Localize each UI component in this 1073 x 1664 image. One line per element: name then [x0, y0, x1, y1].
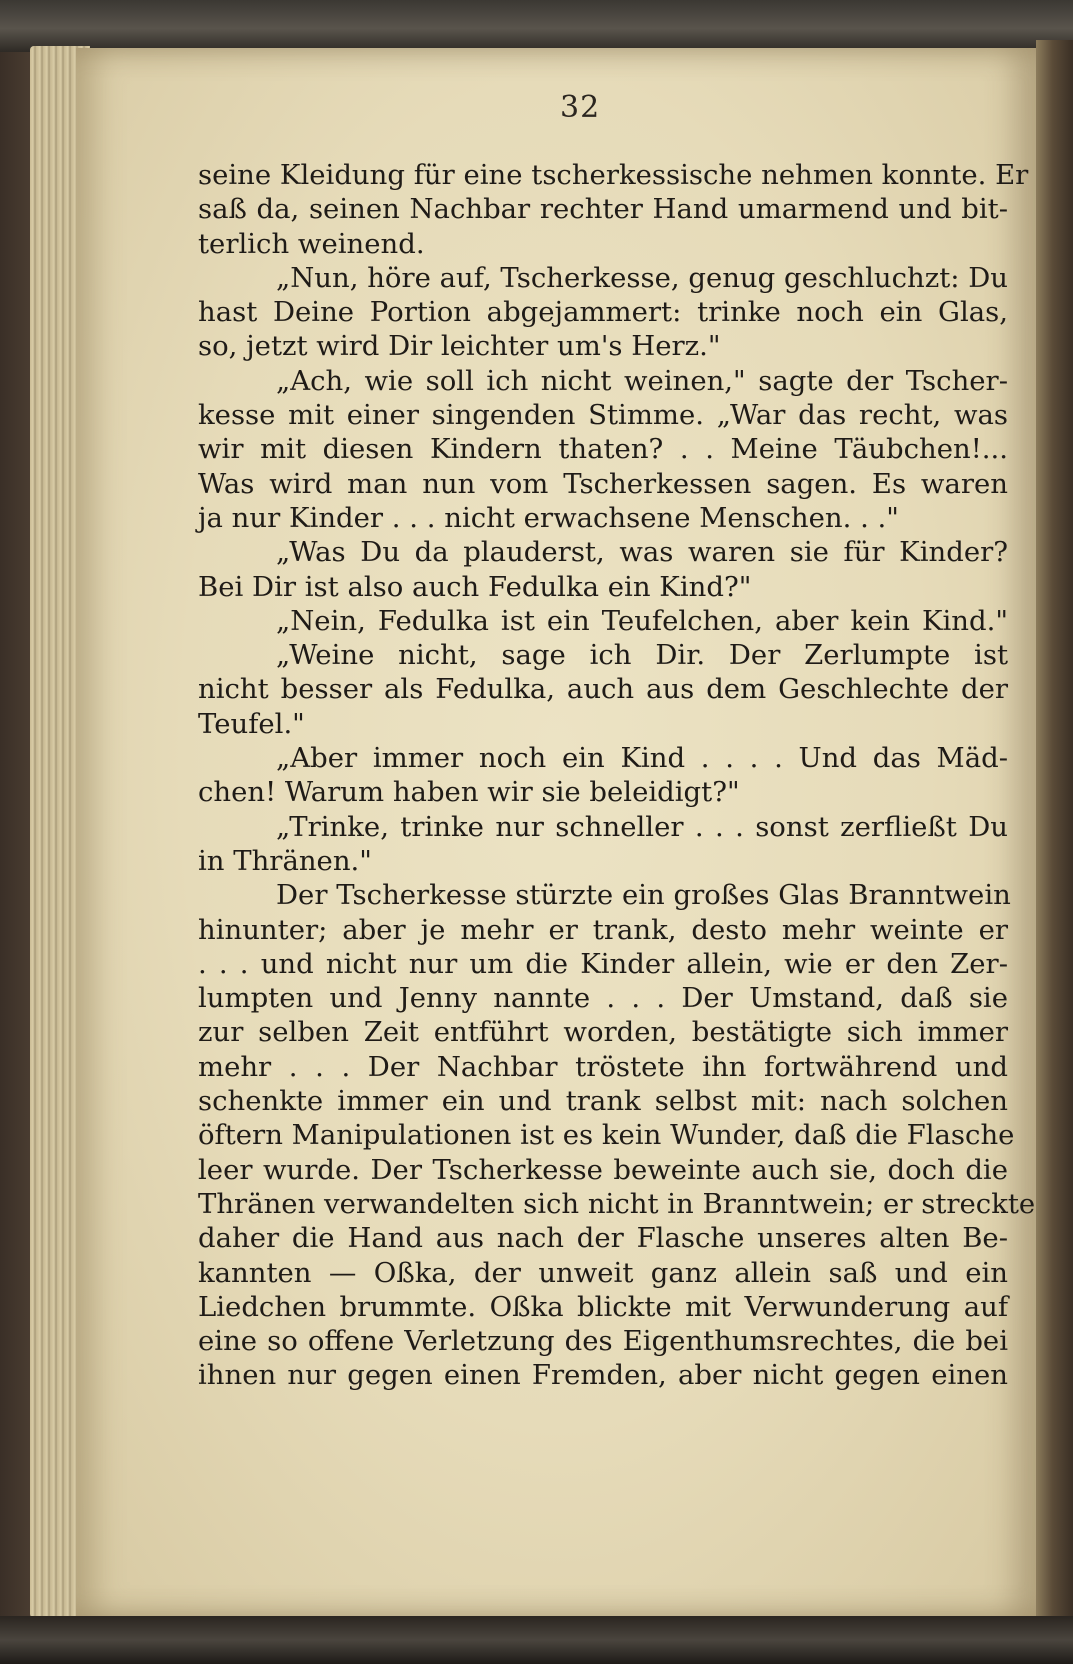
text-line: Teufel."	[198, 707, 305, 740]
text-line: „Weine nicht, sage ich Dir. Der Zerlumpte ist	[276, 639, 1008, 672]
text-line: „Nun, höre auf, Tscherkesse, genug geschluchzt: Du	[276, 261, 1009, 294]
text-line: daher die Hand aus nach der Flasche unseres alten Be-	[198, 1222, 1008, 1255]
text-line: seine Kleidung für eine tscherkessische nehmen konnte. Er	[198, 159, 1029, 191]
book-spine-top	[0, 0, 1073, 52]
page-number: 32	[560, 90, 601, 125]
text-line: öftern Manipulationen ist es kein Wunder, daß die Flasche	[198, 1119, 1015, 1152]
text-line: Thränen verwandelten sich nicht in Branntwein; er streckte	[198, 1187, 1036, 1220]
text-line: in Thränen."	[198, 844, 372, 877]
text-line: Was wird man nun vom Tscherkessen sagen. Es waren	[198, 467, 1008, 500]
text-line: Bei Dir ist also auch Fedulka ein Kind?"	[198, 570, 752, 603]
text-line: so, jetzt wird Dir leichter um's Herz."	[198, 330, 721, 363]
text-line: zur selben Zeit entführt worden, bestätigte sich immer	[198, 1016, 1008, 1049]
facing-page-edge	[1036, 40, 1073, 1618]
text-line: kesse mit einer singenden Stimme. „War das recht, was	[198, 399, 1008, 432]
text-line: eine so offene Verletzung des Eigenthumsrechtes, die bei	[198, 1325, 1008, 1358]
text-line: saß da, seinen Nachbar rechter Hand umarmend und bit-	[198, 193, 1008, 226]
text-line: „Trinke, trinke nur schneller . . . sonst zerfließt Du	[276, 810, 1008, 843]
text-line: terlich weinend.	[198, 227, 425, 260]
text-line: „Nein, Fedulka ist ein Teufelchen, aber kein Kind."	[276, 604, 1008, 637]
book-spine-bottom	[0, 1616, 1073, 1664]
text-line: lumpten und Jenny nannte . . . Der Umstand, daß sie	[198, 982, 1008, 1015]
text-line: mehr . . . Der Nachbar tröstete ihn fortwährend und	[198, 1050, 1008, 1083]
text-line: „Ach, wie soll ich nicht weinen," sagte der Tscher-	[276, 364, 1008, 397]
text-line: chen! Warum haben wir sie beleidigt?"	[198, 776, 740, 809]
text-line: hinunter; aber je mehr er trank, desto mehr weinte er	[198, 913, 1008, 946]
text-line: hast Deine Portion abgejammert: trinke noch ein Glas,	[198, 296, 1008, 329]
text-line: „Was Du da plauderst, was waren sie für Kinder?	[276, 536, 1008, 569]
text-line: ihnen nur gegen einen Fremden, aber nicht gegen einen	[198, 1359, 1008, 1392]
text-line: nicht besser als Fedulka, auch aus dem Geschlechte der	[198, 673, 1008, 706]
text-line: Liedchen brummte. Oßka blickte mit Verwunderung auf	[198, 1290, 1008, 1323]
page-body-text	[198, 158, 1036, 1393]
text-line: . . . und nicht nur um die Kinder allein, wie er den Zer-	[198, 947, 1008, 980]
text-line: leer wurde. Der Tscherkesse beweinte auch sie, doch die	[198, 1153, 1008, 1186]
text-line: schenkte immer ein und trank selbst mit: nach solchen	[198, 1085, 1008, 1118]
text-line: ja nur Kinder . . . nicht erwachsene Menschen. . ."	[198, 501, 899, 534]
text-line: kannten — Oßka, der unweit ganz allein saß und ein	[198, 1256, 1008, 1289]
text-line: „Aber immer noch ein Kind . . . . Und das Mäd-	[276, 742, 1008, 775]
text-line: Der Tscherkesse stürzte ein großes Glas Branntwein	[276, 879, 1011, 912]
text-line: wir mit diesen Kindern thaten? . . Meine Täubchen!...	[198, 433, 1008, 466]
